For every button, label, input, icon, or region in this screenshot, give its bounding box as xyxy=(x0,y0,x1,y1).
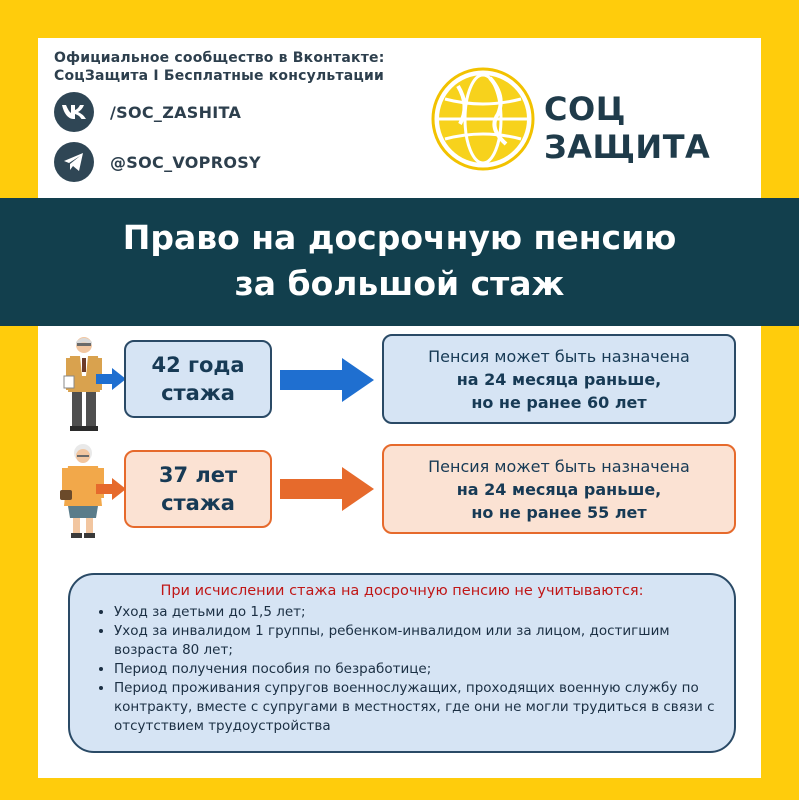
result-line-2: на 24 месяца раньше, xyxy=(456,479,662,499)
list-item: • Уход за инвалидом 1 группы, ребенком-инвалидом или за лицом, достигшим возраста 80 лет; xyxy=(114,622,734,660)
stage-unit: стажа xyxy=(161,381,235,405)
result-line-2: на 24 месяца раньше, xyxy=(456,369,662,389)
stage-value: 42 года xyxy=(151,353,245,377)
community-line-1: Официальное сообщество в Вконтакте: xyxy=(54,50,385,66)
vk-icon xyxy=(54,92,94,132)
result-box-55 xyxy=(382,444,736,534)
exclusions-list xyxy=(100,603,734,736)
list-item: • Период проживания супругов военнослужащих, проходящих военную службу по контракту, вместе с супругами в местностях, где они не могли трудиться в связи с отсутствием трудоустройства xyxy=(114,679,734,736)
globe-logo-icon xyxy=(430,66,536,172)
right-arrow-icon xyxy=(280,467,374,515)
telegram-handle[interactable]: @SOC_VOPROSY xyxy=(110,152,261,172)
stage-box-42 xyxy=(124,340,272,418)
right-arrow-icon xyxy=(96,368,126,394)
exclusions-note xyxy=(68,573,736,753)
result-line-3: но не ранее 60 лет xyxy=(471,392,647,412)
logo-line-2: ЗАЩИТА xyxy=(544,128,711,166)
result-box-60 xyxy=(382,334,736,424)
logo-line-1: СОЦ xyxy=(544,90,626,128)
community-line-2: СоцЗащита I Бесплатные консультации xyxy=(54,68,385,84)
result-line-3: но не ранее 55 лет xyxy=(471,502,647,522)
note-title: При исчислении стажа на досрочную пенсию не учитываются: xyxy=(160,583,644,599)
list-item: • Период получения пособия по безработице; xyxy=(114,660,734,679)
stage-value: 37 лет xyxy=(158,463,238,487)
telegram-icon xyxy=(54,142,94,182)
right-arrow-icon xyxy=(96,478,126,504)
right-arrow-icon xyxy=(280,358,374,406)
result-line-1: Пенсия может быть назначена xyxy=(428,346,690,366)
banner-line-1: Право на досрочную пенсию xyxy=(122,218,677,257)
stage-box-37 xyxy=(124,450,272,528)
telegram-link[interactable] xyxy=(54,142,261,182)
list-item: • Уход за детьми до 1,5 лет; xyxy=(114,603,734,622)
stage-unit: стажа xyxy=(161,491,235,515)
result-line-1: Пенсия может быть назначена xyxy=(428,456,690,476)
vk-handle[interactable]: /SOC_ZASHITA xyxy=(110,102,242,122)
banner-line-2: за большой стаж xyxy=(234,264,565,303)
vk-link[interactable] xyxy=(54,92,241,132)
